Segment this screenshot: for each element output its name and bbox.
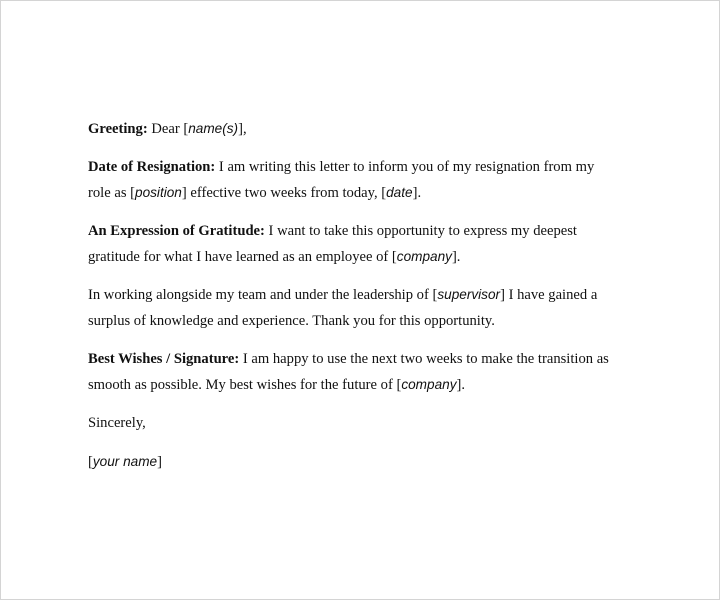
closing: Sincerely, — [88, 415, 146, 431]
resignation-line-2 — [88, 180, 421, 206]
wishes-line-2 — [88, 372, 465, 398]
placeholder-date: date — [386, 185, 413, 200]
text: ] I have gained a — [500, 287, 598, 303]
wishes-label: Best Wishes / Signature: — [88, 351, 240, 367]
resignation-line-1 — [88, 154, 594, 180]
text: role as [ — [88, 185, 136, 201]
placeholder-company: company — [396, 249, 452, 264]
team-line-1 — [88, 282, 597, 308]
text: ]. — [451, 249, 461, 265]
gratitude-line-2 — [88, 244, 460, 270]
text: ], — [238, 121, 247, 137]
text: Dear [ — [147, 121, 189, 137]
text: ] effective two weeks from today, [ — [181, 185, 387, 201]
text: [ — [88, 454, 93, 470]
wishes-line-1 — [88, 346, 609, 372]
team-line-2 — [88, 308, 495, 334]
text: I am happy to use the next two weeks to make the transition as — [239, 351, 609, 367]
text: I am writing this letter to inform you of my resignation from my — [215, 159, 595, 175]
gratitude-label: An Expression of Gratitude: — [88, 223, 265, 239]
greeting-label: Greeting: — [88, 121, 148, 137]
text: smooth as possible. My best wishes for the future of [ — [88, 377, 402, 393]
greeting-line — [88, 116, 247, 142]
text: gratitude for what I have learned as an employee of [ — [88, 249, 397, 265]
placeholder-supervisor: supervisor — [437, 287, 501, 302]
resignation-label: Date of Resignation: — [88, 159, 216, 175]
text: ] — [157, 454, 162, 470]
text: ]. — [456, 377, 466, 393]
placeholder-company: company — [401, 377, 457, 392]
gratitude-line-1 — [88, 218, 577, 244]
signature-line — [88, 449, 162, 475]
placeholder-names: name(s) — [188, 121, 239, 136]
text: surplus of knowledge and experience. Thank you for this opportunity. — [88, 313, 495, 329]
text: In working alongside my team and under the leadership of [ — [88, 287, 438, 303]
placeholder-position: position — [135, 185, 182, 200]
placeholder-your-name: your name — [92, 454, 158, 469]
text: I want to take this opportunity to express my deepest — [264, 223, 577, 239]
text: ]. — [412, 185, 422, 201]
